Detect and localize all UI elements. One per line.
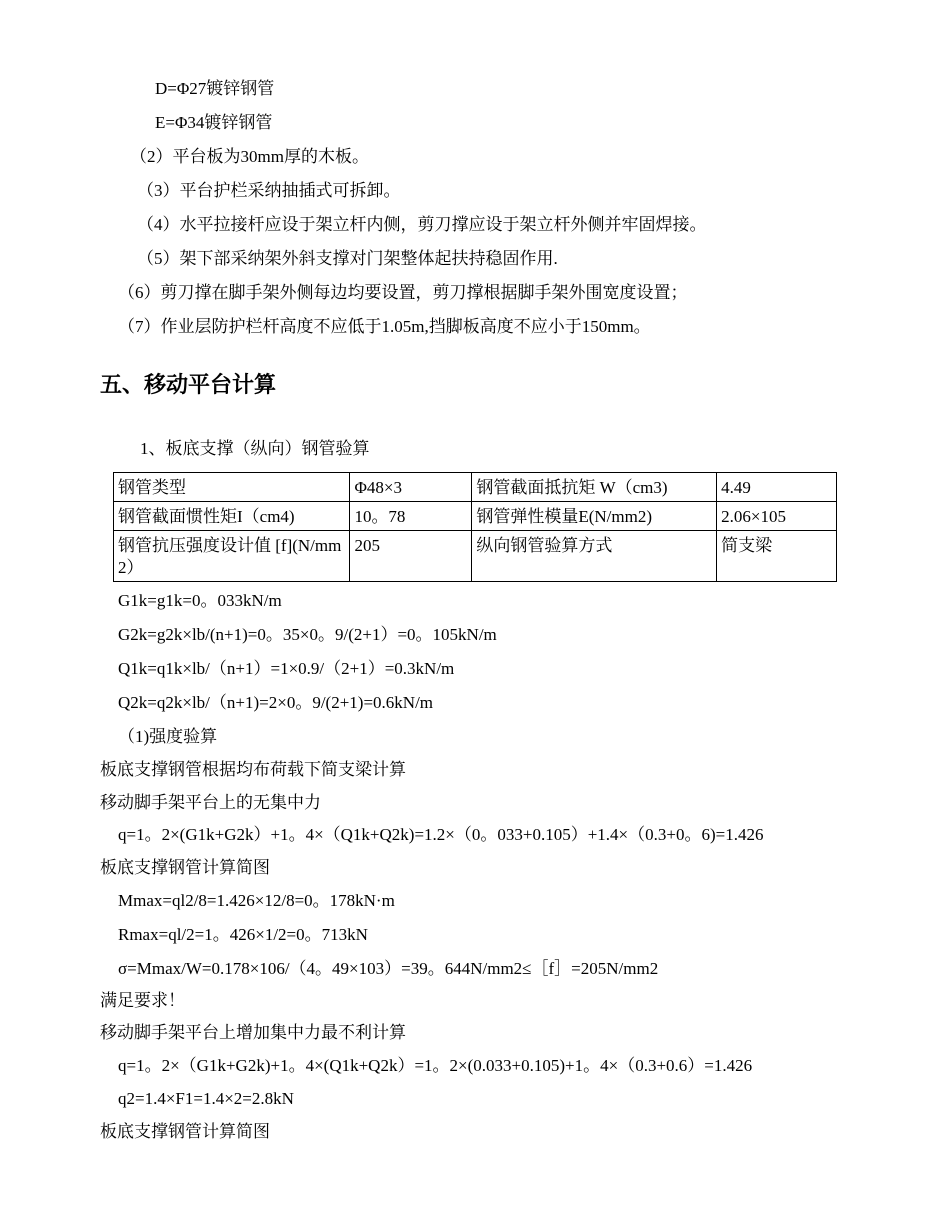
- text-line: 移动脚手架平台上的无集中力: [100, 793, 321, 812]
- table-cell: 钢管弹性模量E(N/mm2): [472, 502, 717, 531]
- text-line: 移动脚手架平台上增加集中力最不利计算: [100, 1023, 406, 1042]
- formula-line: q2=1.4×F1=1.4×2=2.8kN: [118, 1089, 294, 1108]
- table-row: [114, 502, 837, 531]
- formula-line: Q1k=q1k×lb/（n+1）=1×0.9/（2+1）=0.3kN/m: [118, 659, 455, 678]
- text-line: D=Φ27镀锌钢管: [155, 79, 275, 98]
- table-cell: 纵向钢管验算方式: [472, 531, 717, 582]
- table-cell: 4.49: [717, 473, 837, 502]
- table-cell: 2.06×105: [717, 502, 837, 531]
- text-line: 板底支撑钢管计算简图: [100, 858, 270, 877]
- table-cell: 10。78: [350, 502, 472, 531]
- table-cell: 205: [350, 531, 472, 582]
- table-cell: 简支梁: [717, 531, 837, 582]
- table-cell: 钢管截面抵抗矩 W（cm3): [472, 473, 717, 502]
- table-cell: 钢管抗压强度设计值 [f](N/mm2）: [114, 531, 350, 582]
- formula-line: Mmax=ql2/8=1.426×12/8=0。178kN·m: [118, 891, 395, 910]
- subsection-title: 1、板底支撑（纵向）钢管验算: [140, 439, 370, 458]
- formula-line: G1k=g1k=0。033kN/m: [118, 591, 282, 610]
- text-line: 板底支撑钢管根据均布荷载下简支梁计算: [100, 760, 406, 779]
- formula-line: Q2k=q2k×lb/（n+1)=2×0。9/(2+1)=0.6kN/m: [118, 693, 434, 712]
- table-row: [114, 531, 837, 582]
- text-line: （5）架下部采纳架外斜支撑对门架整体起扶持稳固作用.: [137, 249, 558, 268]
- formula-line: Rmax=ql/2=1。426×1/2=0。713kN: [118, 925, 368, 944]
- steel-pipe-properties-table: [113, 472, 837, 582]
- text-line: （2）平台板为30mm厚的木板。: [130, 147, 369, 166]
- text-line: 满足要求！: [100, 991, 185, 1010]
- formula-line: q=1。2×(G1k+G2k）+1。4×（Q1k+Q2k)=1.2×（0。033+0.105）+1.4×（0.3+0。6)=1.426: [118, 825, 764, 844]
- text-line: （3）平台护栏采纳抽插式可拆卸。: [137, 181, 401, 200]
- text-line: （7）作业层防护栏杆高度不应低于1.05m,挡脚板高度不应小于150mm。: [118, 317, 651, 336]
- text-line: E=Φ34镀锌钢管: [155, 113, 273, 132]
- table-cell: 钢管截面惯性矩I（cm4): [114, 502, 350, 531]
- table-cell: Φ48×3: [350, 473, 472, 502]
- text-line: 板底支撑钢管计算简图: [100, 1122, 270, 1141]
- table-row: [114, 473, 837, 502]
- section-heading: 五、移动平台计算: [100, 373, 277, 398]
- text-line: （4）水平拉接杆应设于架立杆内侧，剪刀撑应设于架立杆外侧并牢固焊接。: [137, 215, 707, 234]
- formula-line: G2k=g2k×lb/(n+1)=0。35×0。9/(2+1）=0。105kN/m: [118, 625, 497, 644]
- table-cell: 钢管类型: [114, 473, 350, 502]
- text-line: （6）剪刀撑在脚手架外侧每边均要设置，剪刀撑根据脚手架外围宽度设置；: [118, 283, 688, 302]
- formula-line: q=1。2×（G1k+G2k)+1。4×(Q1k+Q2k）=1。2×(0.033+0.105)+1。4×（0.3+0.6）=1.426: [118, 1056, 753, 1075]
- subsection-label: （1)强度验算: [118, 727, 218, 746]
- formula-line: σ=Mmax/W=0.178×106/（4。49×103）=39。644N/mm2≤［f］=205N/mm2: [118, 959, 659, 978]
